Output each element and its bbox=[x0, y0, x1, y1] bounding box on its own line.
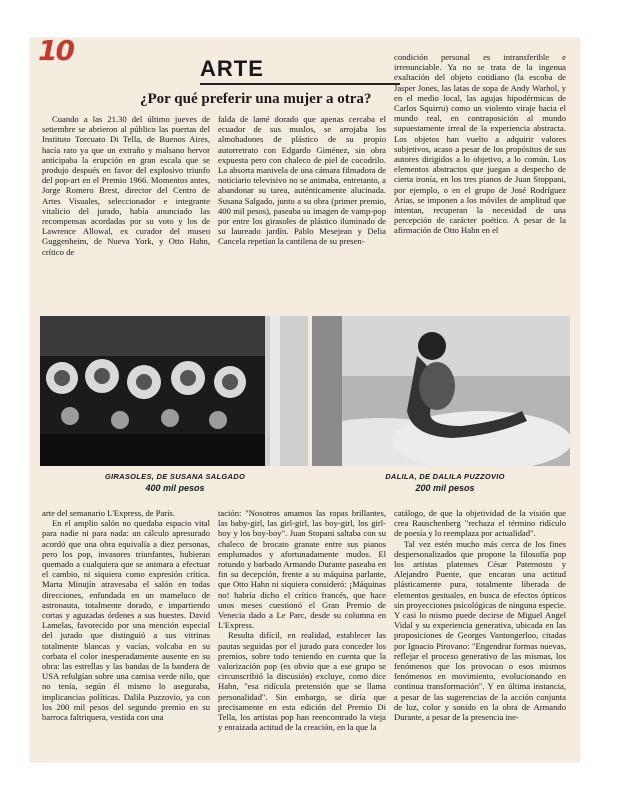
paragraph: Tal vez estén mucho más cerca de los fines despersonalizados que propone la filosofía pop los artistas platenses César Paternosto y Alejandro Puente, que encaran una actitud plásticamente pura, totalmente liberada de elementos gestuales, en busca de efectos ópticos sin proyecciones psicológicas de ninguna especie. Y casi lo mismo puede decirse de Miguel Angel Vidal y su experiencia generativa, ubicada en las proposiciones de Georges Vantongerloo, citadas por Ignacio Pirovano: "Engendrar formas nuevas, reflejar el proceso generativo de las mismas, los fenómenos que los provocan o esos mismos fenómenos en movimiento, evolucionando en continua transformación". Y en última instancia, a pesar de las sugerencias de la acción conjunta de luz, color y sonido en la obra de Armando Durante, a pesar de la presencia ine- bbox=[394, 538, 566, 723]
paragraph: En el amplio salón no quedaba espacio vital para nadie ni para nada: un cálculo apresurado acordó que una obra equivalía a diez personas, pero los pop, invasores triunfantes, hubieran quemado a cualquiera que se animara a efectuar el cambio, ni siquiera como expresión crítica. Marta Minujín atravesaba el salón en todas direcciones, enfundada en un mameluco de astronauta, totalmente dorado, e impartiendo cortas y aguzadas órdenes a sus huestes. David Lamelas, favorecido por una mención especial del jurado que distinguió a sus vitrinas totalmente blancas y vacías, volcaba en su corbata el color inesperadamente ausente en su obra: las estrellas y las bandas de la bandera de USA refulgían sobre una camisa verde nilo, que no tenía, según él mismo lo aseguraba, implicancias políticas. Dalila Puzzovio, ya con los 200 mil pesos del segundo premio en su barroca faltriquera, vestida con una bbox=[42, 518, 210, 723]
column-top-3 bbox=[394, 52, 566, 310]
caption-girasoles bbox=[80, 472, 270, 493]
column-top-2 bbox=[218, 114, 386, 310]
caption-title: GIRASOLES, DE SUSANA SALGADO bbox=[104, 472, 246, 481]
paragraph: Resulta difícil, en realidad, establecer las pautas seguidas por el jurado para conceder los premios, sobre todo teniendo en cuenta que la valorización pop (es obvio que a ese grupo se circunscribió la discusión) excluye, como dice Hahn, "esa ridícula pretensión que se llama personalidad". Sin embargo, se diría que precisamente en esta edición del Premio Di Tella, los artistas pop han reencontrado la vieja y enraizada actitud de la creación, en la que la bbox=[218, 630, 386, 733]
paragraph: Cuando a las 21.30 del último jueves de setiembre se abrieron al público las puertas del Instituto Torcuato Di Tella, de Buenos Aires, hacía rato ya que un extraño y malsano hervor anticipaba la erupción en gran escala que se produjo después en favor del explosivo triunfo del pop-art en el Premio 1966. Momentos antes, Jorge Romero Brest, director del Centro de Artes Visuales, seleccionador e integrante vitalicio del jurado, había anunciado las recompensas acordadas por su voto y los de Lawrence Allowal, ex curador del museo Guggenheim, de Nueva York, y Otto Hahn, crítico de bbox=[42, 114, 210, 257]
photo-girasoles bbox=[40, 316, 308, 466]
caption-prize: 200 mil pesos bbox=[415, 483, 475, 493]
magazine-page bbox=[30, 34, 580, 762]
section-title: ARTE bbox=[200, 56, 400, 85]
caption-title: DALILA, DE DALILA PUZZOVIO bbox=[385, 472, 505, 481]
sunflowers-artwork-image bbox=[40, 316, 308, 466]
handwritten-page-number: 10 bbox=[38, 34, 73, 67]
woman-reclining-artwork-image bbox=[312, 316, 570, 466]
caption-dalila bbox=[350, 472, 540, 493]
column-bottom-2 bbox=[218, 508, 386, 756]
paragraph: falda de lamé dorado que apenas cercaba el ecuador de sus muslos, se arrojaba los almohadones de plástico de su propio autorretrato con Edgardo Giménez, sin obra expuesta pero con chaleco de piel de cocodrilo. La absorta manivela de una cámara filmadora de noticiario televisivo no se animaba, entretanto, a abandonar su tarea, auténticamente alucinada. Susana Salgado, junto a su obra (primer premio, 400 mil pesos), paseaba su imagen de vamp-pop por entre los girasoles de plástico iluminado de su laureado jardín. Pablo Mesejean y Delia Cancela repetían la cantilena de su presen- bbox=[218, 114, 386, 247]
photo-dalila bbox=[312, 316, 570, 466]
paragraph: catálogo, de que la objetividad de la visión que crea Rauschenberg "rechaza el término ridículo de poesía y lo reemplaza por actualidad". bbox=[394, 508, 566, 539]
paragraph: arte del semanario L'Express, de París. bbox=[42, 508, 176, 518]
article-headline: ¿Por qué preferir una mujer a otra? bbox=[140, 91, 372, 107]
column-top-1 bbox=[42, 114, 210, 310]
paragraph: condición personal es intransferible e irrenunciable. Ya no se trata de la ingenua exaltación del objeto cotidiano (la escoba de Jasper Jones, las latas de sopa de Andy Warhol, y en el medio local, las agujas hipodérmicas de Carlos Squirru) como un violento viraje hacia el mundo real, en contraposición al mundo supuestamente irreal de la experiencia abstracta. Los objetos han vuelto a adquirir valores subjetivos, acaso a pesar de los propósitos de sus autores dirigidos a lo objetivo, a lo común. Los elementos abstractos que juegan a despecho de cierta ironía, en los tres pianos de Juan Stoppani, por ejemplo, o en el grupo de José Rodríguez Arias, se imponen a los móviles de amplitud que intentan, recuperan la necesidad de una percepción de carácter poético. A pesar de la afirmación de Otto Hahn en el bbox=[394, 52, 566, 236]
caption-prize: 400 mil pesos bbox=[145, 483, 205, 493]
paragraph: tación: "Nosotros amamos las ropas brillantes, las baby-girl, las girl-girl, las boy-girl, los girl-boy y los boy-boy". Juan Stopani saltaba con su chaleco de brocato granate entre sus pianos emplumados y afortunadamente mudos. El rotundo y barbado Armando Durante paseaba en fin su decepción, frente a su máquina parlante, que Otto Hahn ni siquiera consideró: ¡Máquinas no! habría dicho el crítico francés, que hace unos meses cuestionó el Gran Premio de Venecia dado a Le Parc, desde su columna en L'Express. bbox=[218, 508, 386, 631]
column-bottom-3 bbox=[394, 508, 566, 756]
column-bottom-1 bbox=[42, 508, 210, 756]
